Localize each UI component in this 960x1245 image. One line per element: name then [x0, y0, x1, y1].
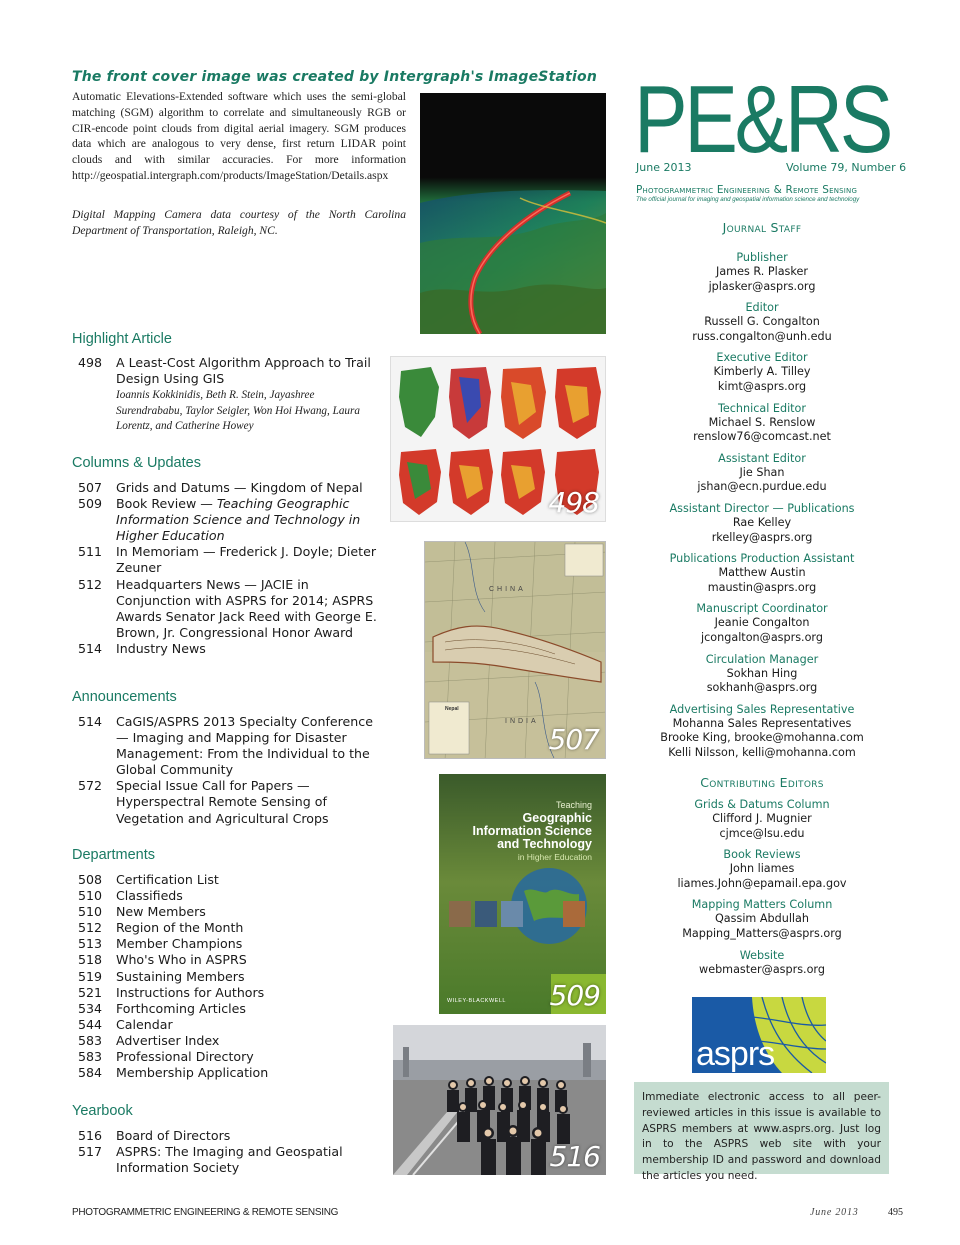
staff-role: Circulation Manager	[705, 652, 819, 666]
toc-page: 534	[78, 1000, 103, 1016]
staff-email[interactable]: rkelley@asprs.org	[711, 530, 813, 544]
toc-page: 508	[78, 872, 103, 887]
staff-entry	[634, 350, 890, 394]
highlight-list	[78, 355, 378, 435]
editor-name: Clifford J. Mugnier	[712, 812, 812, 825]
toc-page: 572	[78, 778, 103, 794]
contributing-editors-heading: Contributing Editors	[700, 775, 824, 790]
toc-page: 518	[78, 952, 103, 968]
contributing-editors-list	[634, 797, 890, 983]
editor-role: Grids & Datums Column	[694, 798, 830, 811]
toc-page: 519	[78, 968, 103, 984]
toc-item[interactable]	[78, 355, 378, 435]
staff-role: Publications Production Assistant	[669, 552, 855, 566]
toc-page: 512	[78, 920, 103, 936]
journal-staff-heading: Journal Staff	[722, 220, 802, 235]
toc-title: Region of the Month	[116, 920, 244, 936]
editor-entry	[634, 948, 890, 978]
page-badge-516: 516	[549, 1140, 600, 1173]
toc-title: ASPRS: The Imaging and Geospatial Information Society	[116, 1144, 343, 1176]
cover-heading: The front cover image was created by Intergraph's ImageStation	[72, 69, 597, 85]
toc-item[interactable]	[78, 480, 378, 496]
cover-image	[420, 93, 606, 334]
pers-logo	[634, 70, 890, 170]
staff-name: Jie Shan	[739, 465, 785, 479]
toc-page: 512	[78, 576, 103, 592]
editor-email[interactable]: webmaster@asprs.org	[699, 962, 825, 976]
toc-item[interactable]	[78, 936, 378, 952]
footer-page-number: 495	[888, 1207, 903, 1218]
highlight-article-maps-image	[390, 356, 606, 522]
pers-logo-text: PE&RS	[634, 70, 890, 170]
staff-name: Sokhan Hing	[726, 666, 798, 680]
section-title-columns: Columns & Updates	[72, 455, 201, 471]
toc-item[interactable]	[78, 641, 378, 657]
book-title-line3: Information Science	[472, 824, 592, 838]
staff-role: Executive Editor	[716, 351, 808, 365]
toc-item[interactable]	[78, 1033, 378, 1049]
toc-title: Sustaining Members	[116, 968, 245, 984]
toc-title: Advertiser Index	[116, 1032, 220, 1048]
section-title-departments: Departments	[72, 847, 156, 863]
staff-email[interactable]: jcongalton@asprs.org	[701, 630, 823, 644]
toc-title: Board of Directors	[116, 1128, 231, 1143]
asprs-logo-text: asprs	[696, 1035, 775, 1073]
toc-page: 510	[78, 904, 103, 920]
toc-item[interactable]	[78, 904, 378, 920]
toc-title: Who's Who in ASPRS	[116, 952, 247, 968]
staff-entry	[634, 551, 890, 595]
staff-email[interactable]: maustin@asprs.org	[707, 580, 817, 594]
toc-item[interactable]	[78, 1128, 378, 1144]
staff-role: Assistant Director — Publications	[669, 501, 855, 515]
cover-credit: Digital Mapping Camera data courtesy of the North Carolina Department of Transportation, Raleigh, NC.	[72, 208, 406, 237]
staff-email[interactable]: kimt@asprs.org	[717, 379, 807, 393]
board-group-photo	[393, 1025, 606, 1175]
toc-item[interactable]	[78, 888, 378, 904]
editor-entry	[634, 847, 890, 891]
toc-title: Grids and Datums — Kingdom of Nepal	[116, 480, 363, 495]
section-title-yearbook: Yearbook	[72, 1103, 133, 1119]
editor-email[interactable]: cjmce@lsu.edu	[719, 826, 805, 840]
asprs-logo	[692, 997, 826, 1073]
toc-page: 517	[78, 1144, 103, 1160]
toc-page: 507	[78, 480, 103, 495]
toc-item[interactable]	[78, 778, 378, 826]
book-publisher: WILEY-BLACKWELL	[447, 998, 506, 1004]
staff-email[interactable]: renslow76@comcast.net	[693, 430, 831, 444]
section-title-announcements: Announcements	[72, 689, 177, 705]
editor-name: Qassim Abdullah	[715, 912, 809, 926]
toc-page: 514	[78, 640, 103, 656]
toc-title: Certification List	[116, 872, 219, 887]
toc-page: 511	[78, 544, 103, 560]
toc-page: 584	[78, 1065, 103, 1081]
editor-entry	[634, 897, 890, 941]
staff-role: Advertising Sales Representative	[669, 702, 855, 716]
staff-name: Mohanna Sales Representatives	[672, 716, 852, 730]
toc-title: Book Review —	[116, 496, 213, 512]
toc-title: Member Champions	[116, 936, 243, 952]
book-title-line5: in Higher Education	[517, 852, 592, 862]
toc-item[interactable]	[78, 872, 378, 888]
toc-page: 516	[78, 1128, 103, 1143]
toc-page: 544	[78, 1016, 103, 1032]
departments-list	[78, 872, 378, 1081]
journal-name: Photogrammetric Engineering & Remote Sensing	[636, 184, 858, 196]
toc-title: Industry News	[116, 640, 206, 656]
toc-item[interactable]	[78, 952, 378, 968]
staff-email[interactable]: sokhanh@asprs.org	[706, 681, 818, 695]
toc-page: 498	[78, 355, 103, 370]
staff-role: Assistant Editor	[718, 451, 806, 465]
staff-role: Publisher	[736, 251, 788, 264]
toc-page: 521	[78, 984, 103, 1000]
journal-tagline: The official journal for imaging and geospatial information science and technology	[636, 196, 860, 203]
staff-entry	[634, 451, 890, 495]
toc-title: Membership Application	[116, 1065, 269, 1081]
editor-role: Website	[739, 948, 785, 962]
toc-item[interactable]	[78, 577, 378, 641]
announcements-list	[78, 714, 378, 827]
columns-list	[78, 480, 378, 657]
toc-title: Forthcoming Articles	[116, 1000, 246, 1016]
yearbook-list	[78, 1128, 378, 1176]
editor-name: John liames	[729, 862, 795, 876]
section-title-highlight: Highlight Article	[72, 331, 172, 347]
toc-title: Calendar	[116, 1016, 173, 1032]
journal-staff-list	[634, 250, 890, 766]
toc-item[interactable]	[78, 496, 378, 544]
toc-title: New Members	[116, 904, 206, 920]
staff-entry	[634, 300, 890, 344]
editor-email[interactable]: liames.John@epamail.epa.gov	[677, 876, 847, 890]
toc-item[interactable]	[78, 920, 378, 936]
issue-date: June 2013	[636, 161, 692, 174]
page-badge-507: 507	[548, 723, 599, 756]
staff-name: Matthew Austin	[718, 566, 806, 580]
footer-date: June 2013	[810, 1207, 859, 1218]
page-badge-498: 498	[548, 486, 599, 519]
toc-item[interactable]	[78, 714, 378, 778]
editor-role: Mapping Matters Column	[691, 898, 833, 912]
toc-authors: Ioannis Kokkinidis, Beth R. Stein, Jayashree Surendrababu, Taylor Seigler, Won Hoi Hwang, Laura Lorentz, and Catherine Howey	[116, 389, 360, 433]
page-badge-509: 509	[549, 979, 600, 1012]
staff-email[interactable]: russ.congalton@unh.edu	[692, 329, 832, 343]
toc-page: 513	[78, 936, 103, 952]
staff-name: Michael S. Renslow	[708, 415, 816, 429]
staff-entry	[634, 652, 890, 696]
toc-title: Professional Directory	[116, 1049, 254, 1065]
toc-item[interactable]	[78, 1144, 378, 1176]
toc-page: 514	[78, 714, 103, 729]
staff-role: Technical Editor	[717, 401, 807, 415]
editor-role: Book Reviews	[723, 848, 801, 862]
staff-name: Jeanie Congalton	[714, 616, 810, 630]
toc-title: Classifieds	[116, 888, 183, 904]
staff-email[interactable]: jshan@ecn.purdue.edu	[697, 480, 827, 494]
staff-email[interactable]: jplasker@asprs.org	[708, 279, 816, 293]
toc-page: 510	[78, 888, 103, 904]
toc-item[interactable]	[78, 969, 378, 985]
staff-entry	[634, 250, 890, 294]
staff-entry	[634, 601, 890, 645]
staff-name: Rae Kelley	[732, 515, 792, 529]
staff-entry	[634, 501, 890, 545]
staff-role: Manuscript Coordinator	[696, 602, 828, 616]
staff-name: Kimberly A. Tilley	[713, 365, 811, 379]
staff-email[interactable]: Kelli Nilsson, kelli@mohanna.com	[668, 745, 856, 759]
book-title-line1: Teaching	[555, 800, 592, 810]
staff-name: Russell G. Congalton	[704, 315, 820, 329]
toc-page: 583	[78, 1032, 103, 1048]
map-label-india: INDIA	[505, 718, 539, 725]
toc-title: Instructions for Authors	[116, 984, 265, 1000]
access-notice-box: Immediate electronic access to all peer-reviewed articles in this issue is available to ASPRS members at www.asprs.org. Just log in to the ASPRS web site with your membership ID and password and download the articles you need.	[634, 1082, 889, 1174]
staff-role: Editor	[745, 301, 779, 315]
toc-item[interactable]	[78, 1065, 378, 1081]
toc-title: Headquarters News — JACIE in Conjunction with ASPRS for 2014; ASPRS Awards Senator Jack Reed with George E. Brown, Jr. Congressional Honor Award	[116, 576, 377, 640]
staff-entry	[634, 702, 890, 761]
book-title-line4: and Technology	[497, 837, 592, 851]
book-cover-image	[439, 774, 606, 1014]
map-legend-title: Nepal	[445, 706, 459, 712]
toc-item[interactable]	[78, 1017, 378, 1033]
toc-item[interactable]	[78, 544, 378, 576]
staff-entry	[634, 401, 890, 445]
map-label-china: CHINA	[489, 586, 526, 593]
staff-name: James R. Plasker	[716, 265, 808, 278]
toc-page: 583	[78, 1049, 103, 1065]
toc-page: 509	[78, 496, 103, 512]
staff-email[interactable]: Brooke King, brooke@mohanna.com	[660, 731, 864, 745]
toc-title: CaGIS/ASPRS 2013 Specialty Conference — Imaging and Mapping for Disaster Management: From the Individual to the Global Community	[116, 714, 373, 778]
issue-volume: Volume 79, Number 6	[786, 161, 907, 174]
toc-title: Special Issue Call for Papers — Hyperspectral Remote Sensing of Vegetation and Agricultural Crops	[116, 778, 329, 826]
book-title-line2: Geographic	[522, 811, 592, 825]
toc-item[interactable]	[78, 1001, 378, 1017]
cover-description: Automatic Elevations-Extended software which uses the semi-global matching (SGM) algorithm to correlate and simultaneously RGB or CIR-encode point clouds from digital aerial imagery. SGM produces data which are analogous to very dense, first return LIDAR point clouds and with similar accuracies. For more information http://geospatial.intergraph.com/products/ImageStation/Details.aspx	[72, 90, 406, 182]
toc-item[interactable]	[78, 985, 378, 1001]
toc-title: A Least-Cost Algorithm Approach to Trail Design Using GIS	[116, 355, 371, 387]
toc-title-italic: Teaching Geographic Information Science and Technology in Higher Education	[116, 496, 361, 544]
toc-title: In Memoriam — Frederick J. Doyle; Dieter Zeuner	[116, 544, 377, 576]
footer-journal-name: PHOTOGRAMMETRIC ENGINEERING & REMOTE SENSING	[72, 1207, 339, 1218]
editor-email[interactable]: Mapping_Matters@asprs.org	[682, 926, 842, 940]
editor-entry	[634, 797, 890, 841]
nepal-map-image	[424, 541, 606, 759]
toc-item[interactable]	[78, 1049, 378, 1065]
